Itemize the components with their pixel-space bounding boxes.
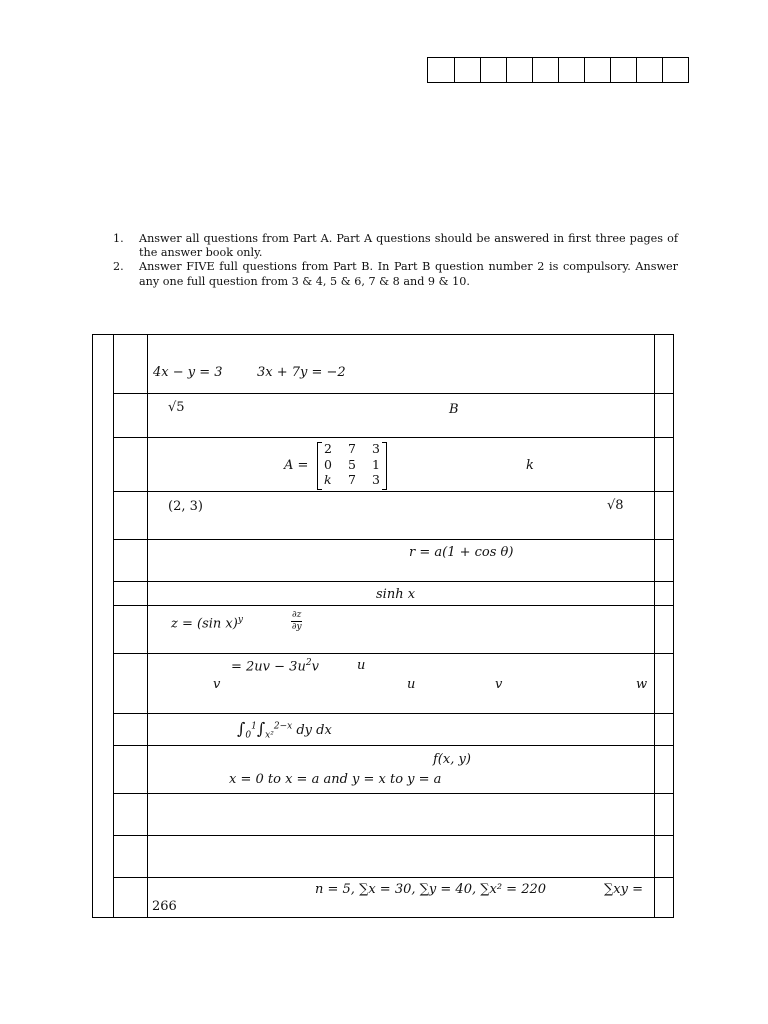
- usn-box: [610, 58, 636, 82]
- var-v: v: [495, 677, 503, 692]
- matrix-a: [317, 442, 387, 490]
- instruction-text: Answer FIVE full questions from Part B. In Part B question number 2 is compulsory. Answer any one full question from 3 & 4, 5 & 6, 7 & 8 and 9 & 10.: [139, 260, 678, 288]
- z-function: z = (sin x)$^y$: [171, 615, 243, 632]
- partial-derivative: $\frac{\partial z}{\partial y}$: [291, 610, 302, 632]
- sinh-function: sinh x: [376, 587, 416, 602]
- matrix-cell: 1: [372, 456, 380, 472]
- matrix-cell: 3: [372, 441, 380, 456]
- polar-curve: r = a(1 + cos θ): [409, 545, 514, 560]
- sum-xy: ∑xy =: [604, 882, 643, 897]
- question-row: [113, 653, 673, 714]
- matrix-b-label: B: [449, 402, 459, 417]
- usn-box: [662, 58, 688, 82]
- integration-limits: x = 0 to x = a and y = x to y = a: [229, 772, 442, 787]
- question-table: [92, 334, 674, 918]
- usn-box: [480, 58, 506, 82]
- usn-grid: [427, 57, 689, 83]
- matrix-cell: 3: [372, 472, 380, 487]
- usn-box: [584, 58, 610, 82]
- function-f: f(x, y): [433, 752, 471, 767]
- var-v: v: [213, 677, 221, 692]
- double-integral: $\int_0^1\int_{x^2}^{2-x}$ dy dx: [237, 719, 332, 741]
- matrix-a-label: A =: [284, 458, 309, 473]
- given-sums: n = 5, ∑x = 30, ∑y = 40, ∑x² = 220: [315, 882, 547, 897]
- question-row: [113, 835, 673, 878]
- matrix-cell: 2: [324, 441, 332, 456]
- sum-xy-value: 266: [152, 899, 177, 914]
- question-row: [113, 393, 673, 438]
- matrix-cell: 0: [324, 456, 332, 472]
- sqrt-8: √8: [607, 498, 624, 513]
- instruction-text: Answer all questions from Part A. Part A questions should be answered in first three pages of the answer book only.: [139, 232, 678, 260]
- var-u: u: [407, 677, 416, 692]
- usn-box: [428, 58, 454, 82]
- matrix-cell: k: [324, 472, 332, 487]
- parameter-k: k: [526, 458, 534, 473]
- question-row: [113, 539, 673, 582]
- instruction-number: 2.: [113, 260, 124, 274]
- instructions-list: [113, 232, 678, 289]
- usn-box: [454, 58, 480, 82]
- question-row: [113, 713, 673, 746]
- equation-2: 3x + 7y = −2: [257, 365, 346, 380]
- point-coordinates: (2, 3): [168, 499, 203, 514]
- var-u: u: [357, 658, 366, 673]
- usn-box: [506, 58, 532, 82]
- transform-equation: = $2uv - 3u^2v$: [231, 658, 319, 675]
- question-row: [113, 335, 673, 393]
- question-row: [113, 793, 673, 836]
- usn-box: [532, 58, 558, 82]
- question-row: [113, 437, 673, 492]
- var-w: w: [636, 677, 648, 692]
- instruction-item: [113, 260, 678, 288]
- matrix-cell: 7: [348, 472, 356, 487]
- sqrt-5: √5: [168, 400, 185, 415]
- usn-box: [636, 58, 662, 82]
- usn-box: [558, 58, 584, 82]
- instruction-number: 1.: [113, 232, 124, 245]
- equation-1: 4x − y = 3: [153, 365, 223, 380]
- matrix-cell: 7: [348, 441, 356, 456]
- instruction-item: [113, 232, 678, 260]
- matrix-cell: 5: [348, 456, 356, 472]
